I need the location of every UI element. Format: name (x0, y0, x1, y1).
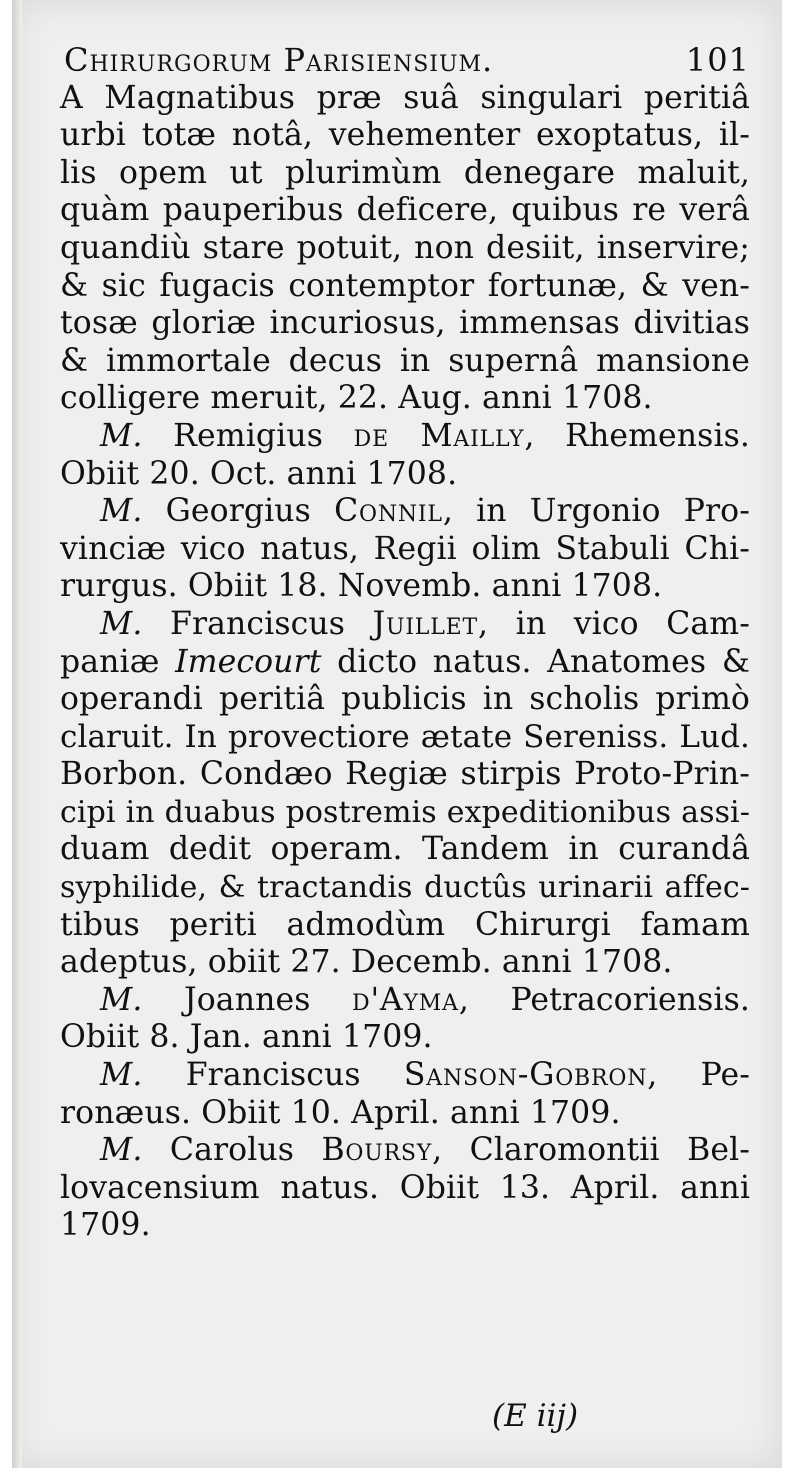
paragraph-line: colligere meruit, 22. Aug. anni 1708. (60, 380, 653, 417)
magister-abbrev: M. (100, 1057, 186, 1094)
entry-line-text: paniæ (60, 643, 176, 680)
entry-line: adeptus, obiit 27. Decemb. anni 1708. (60, 944, 673, 981)
entry-line: claruit. In provectiore ætate Sereniss. Lud. (60, 718, 750, 755)
entry-surname: d'Ayma (352, 981, 459, 1018)
entry-line: rurgus. Obiit 18. Novemb. anni 1708. (60, 568, 663, 605)
entry-heading-rest: , Pe- (647, 1057, 750, 1094)
book-page (12, 0, 782, 1468)
entry-surname: Connil (334, 493, 443, 530)
entry-line: syphilide, & tractandis ductûs urinarii affec- (60, 870, 750, 906)
entry-line: cipi in duabus postremis expeditionibus assi- (60, 794, 750, 830)
paragraph-line: quàm pauperibus deficere, quibus re verâ (60, 192, 750, 229)
entry-first-name: Georgius (165, 493, 335, 530)
entry-line: vinciæ vico natus, Regii olim Stabuli Chi- (60, 530, 750, 567)
entry-line: Obiit 8. Jan. anni 1709. (60, 1019, 433, 1056)
entry-line: operandi peritiâ publicis in scholis primò (60, 681, 750, 718)
entry-first-name: Remigius (173, 417, 354, 454)
entry-line: Obiit 20. Oct. anni 1708. (60, 455, 458, 492)
entry-first-name: Franciscus (170, 605, 373, 642)
entry-line (60, 644, 750, 682)
place-name-italic: Imecourt (175, 643, 322, 680)
entry-line: Borbon. Condæo Regiæ stirpis Proto-Prin- (60, 756, 750, 793)
magister-abbrev: M. (100, 605, 171, 642)
entry-heading-line (60, 606, 750, 644)
page-edge-shadow (12, 0, 22, 1468)
entry-surname: Boursy (321, 1132, 433, 1169)
entry-line: tibus periti admodùm Chirurgi famam (60, 906, 750, 943)
entry-heading-rest: , Rhemensis. (524, 417, 750, 454)
entry-surname: Sanson-Gobron (403, 1057, 648, 1094)
entry-heading-rest: , in Urgonio Pro- (442, 493, 750, 530)
running-header (60, 42, 750, 80)
entry-heading-line (60, 493, 750, 531)
entry-heading-line (60, 1057, 750, 1095)
entry-line-text: dicto natus. Anatomes & (321, 643, 750, 680)
entry-line: 1709. (60, 1207, 151, 1244)
running-title: Chirurgorum Parisiensium. (64, 41, 494, 79)
paragraph-line: A Magnatibus præ suâ singulari peritiâ (60, 79, 750, 116)
paragraph-line: quandiù stare potuit, non desiit, inservire; (60, 229, 750, 266)
paragraph-line: tosæ gloriæ incuriosus, immensas divitias (60, 305, 750, 342)
entry-line: lovacensium natus. Obiit 13. April. anni (60, 1169, 750, 1206)
entry-heading-line (60, 1132, 750, 1170)
page-number: 101 (685, 41, 750, 79)
magister-abbrev: M. (100, 981, 185, 1018)
entry-surname: de Mailly (353, 417, 525, 454)
entry-first-name: Joannes (184, 981, 353, 1018)
entry-heading-line (60, 418, 750, 456)
entry-heading-rest: , Petracoriensis. (458, 981, 750, 1018)
magister-abbrev: M. (100, 417, 174, 454)
entry-heading-rest: , Claromontii Bel- (432, 1132, 750, 1169)
entry-line: duam dedit operam. Tandem in curandâ (60, 831, 750, 868)
entry-surname: Juillet (372, 605, 478, 642)
entry-first-name: Carolus (169, 1132, 322, 1169)
magister-abbrev: M. (100, 1132, 170, 1169)
entry-heading-line (60, 982, 750, 1020)
page-text-block (60, 42, 750, 1245)
paragraph-line: & sic fugacis contemptor fortunæ, & ven- (60, 267, 750, 304)
paragraph-line: & immortale decus in supernâ mansione (60, 342, 750, 379)
magister-abbrev: M. (100, 493, 166, 530)
entry-line: ronæus. Obiit 10. April. anni 1709. (60, 1094, 621, 1131)
paragraph-line: urbi totæ notâ, vehementer exoptatus, il- (60, 117, 750, 154)
paragraph-line: lis opem ut plurimùm denegare maluit, (60, 154, 750, 191)
entry-heading-rest: , in vico Cam- (477, 605, 750, 642)
entry-first-name: Franciscus (185, 1057, 404, 1094)
signature-mark: (E iij) (492, 1398, 579, 1434)
